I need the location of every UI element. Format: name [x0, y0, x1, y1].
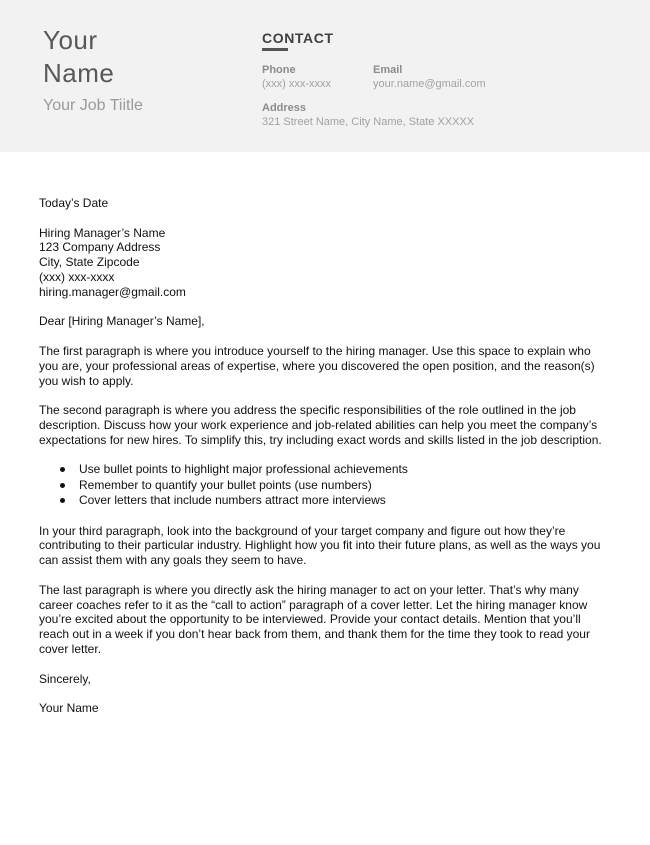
signature-name: Your Name	[39, 701, 99, 716]
contact-heading: CONTACT	[262, 30, 334, 46]
address-label: Address	[262, 102, 307, 114]
email-label: Email	[373, 64, 403, 76]
resume-header	[0, 0, 650, 152]
salutation: Dear [Hiring Manager’s Name],	[39, 314, 205, 329]
bullet-item	[39, 462, 613, 478]
paragraph-1: The first paragraph is where you introduce yourself to the hiring manager. Use this space to explain who you are, your professional areas of expertise, where you discovered the open position, and the reason(s) you wish to apply.	[39, 343, 595, 388]
bullet-dot-icon	[60, 467, 65, 472]
phone-label: Phone	[262, 64, 296, 76]
bullet-text: Cover letters that include numbers attract more interviews	[79, 493, 386, 508]
applicant-name	[43, 24, 114, 90]
bullet-item	[39, 478, 613, 494]
phone-value: (xxx) xxx-xxxx	[262, 78, 332, 90]
recipient-name: Hiring Manager’s Name	[39, 225, 166, 240]
recipient-block	[39, 226, 613, 300]
letter-date: Today’s Date	[39, 196, 109, 210]
cover-letter-body	[39, 196, 613, 731]
address-value: 321 Street Name, City Name, State XXXXX	[262, 116, 475, 128]
closing: Sincerely,	[39, 671, 91, 686]
contact-divider	[262, 48, 288, 51]
bullet-item	[39, 493, 613, 509]
bullet-dot-icon	[60, 498, 65, 503]
recipient-email[interactable]: hiring.manager@gmail.com	[39, 284, 186, 299]
email-value[interactable]: your.name@gmail.com	[373, 78, 486, 90]
bullet-text: Remember to quantify your bullet points (use numbers)	[79, 477, 372, 492]
paragraph-3: In your third paragraph, look into the background of your target company and figure out how they’re contributing to their particular industry. Highlight how you fit into their future plans, as well as the ways you can assist them with any goals they seem to have.	[39, 523, 601, 568]
paragraph-4: The last paragraph is where you directly ask the hiring manager to act on your letter. That’s why many career coaches refer to it as the “call to action” paragraph of a cover letter. Let the hiring manager know you’re excited about the opportunity to be interviewed. Provide your contact details. Mention that you’ll reach out in a week if you don’t hear back from them, and thank them for the time they took to read your cover letter.	[39, 582, 590, 657]
paragraph-2: The second paragraph is where you address the specific responsibilities of the role outlined in the job description. Discuss how your work experience and job-related abilities can help you meet the company’s expectations for new hires. To simplify this, try including exact words and skills listed in the job description.	[39, 403, 602, 447]
bullet-text: Use bullet points to highlight major professional achievements	[79, 462, 408, 477]
achievement-bullets	[39, 462, 613, 509]
bullet-dot-icon	[60, 483, 65, 488]
recipient-address: 123 Company Address	[39, 240, 161, 255]
job-title: Your Job Tiitle	[43, 97, 143, 114]
name-line-1: Your	[43, 25, 98, 55]
recipient-phone: (xxx) xxx-xxxx	[39, 269, 115, 284]
name-line-2: Name	[43, 58, 115, 88]
recipient-city: City, State Zipcode	[39, 255, 140, 270]
